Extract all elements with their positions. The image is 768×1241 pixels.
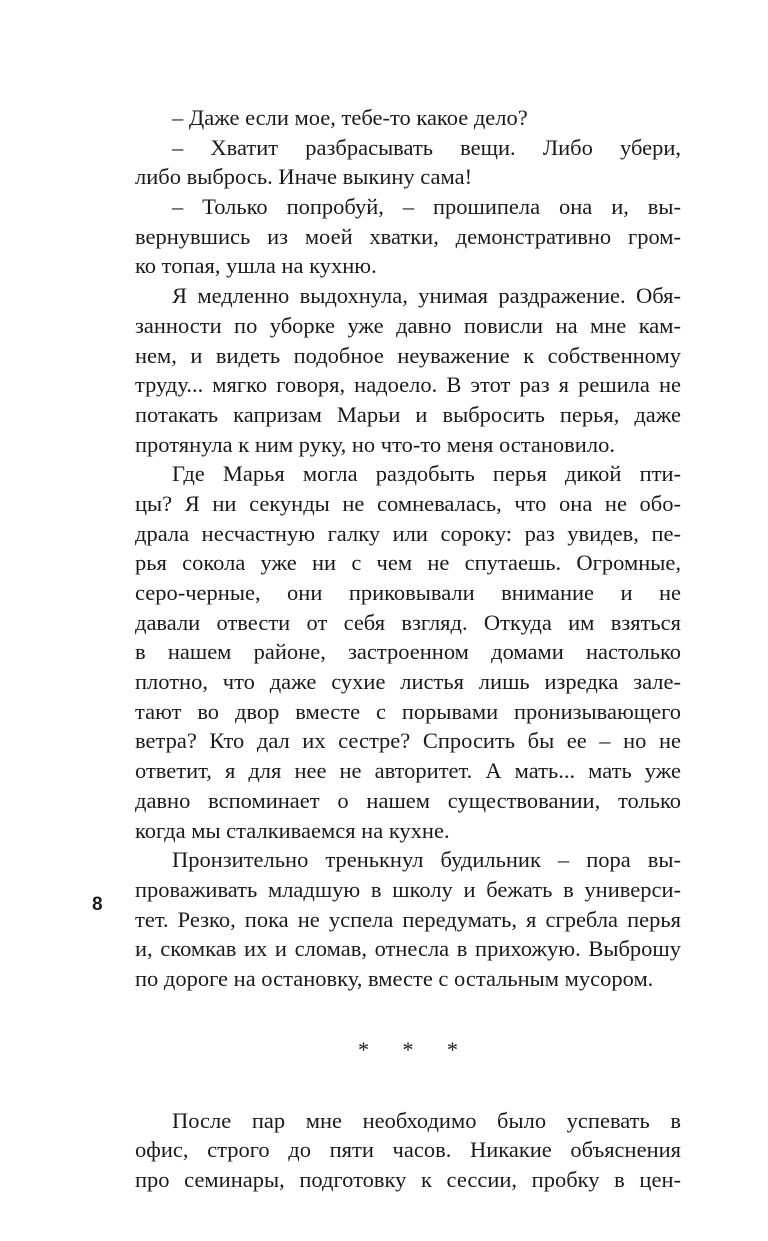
text-line: – Хватит разбрасывать вещи. Либо убери, [172,134,681,160]
section-separator: * * * [358,1036,472,1062]
text-line: цы? Я ни секунды не сомневалась, что она не обо- [135,490,681,516]
text-line: ответит, я для нее не авторитет. А мать... мать уже [135,758,681,784]
text-line: Я медленно выдохнула, унимая раздражение. Обя- [172,283,681,309]
text-line: про семинары, подготовку к сессии, пробку в цен- [135,1167,681,1192]
text-line: Пронзительно тренькнул будильник – пора вы- [172,847,681,873]
text-line: – Только попробуй, – прошипела она и, вы- [172,194,681,220]
text-line: драла несчастную галку или сороку: раз увидев, пе- [135,520,681,546]
text-line: давно вспоминает о нашем существовании, только [135,787,681,813]
page-body [135,103,681,1195]
text-line: давали отвести от себя взгляд. Откуда им взяться [135,609,681,635]
text-section-2 [135,1106,681,1195]
text-line: ко топая, ушла на кухню. [135,253,377,279]
text-line: тет. Резко, пока не успела передумать, я сгребла перья [135,906,681,932]
text-line: плотно, что даже сухие листья лишь изредка зале- [135,669,681,695]
text-line: офис, строго до пяти часов. Никакие объяснения [135,1137,681,1163]
text-line: – Даже если мое, тебе-то какое дело? [172,105,528,130]
page-number: 8 [92,894,103,915]
text-line: протянула к ним руку, но что-то меня остановило. [135,431,615,457]
text-line: рья сокола уже ни с чем не спутаешь. Огромные, [135,550,681,576]
text-line: После пар мне необходимо было успевать в [172,1107,681,1133]
text-section-1 [135,103,681,994]
text-line: серо-черные, они приковывали внимание и не [135,580,681,605]
text-line: нем, и видеть подобное неуважение к собственному [135,342,681,368]
text-line: по дороге на остановку, вместе с остальным мусором. [135,965,654,991]
text-line: вернувшись из моей хватки, демонстративно гром- [135,223,681,249]
text-line: тают во двор вместе с порывами пронизывающего [135,698,681,724]
text-line: в нашем районе, застроенном домами настолько [135,639,681,665]
text-line: труду... мягко говоря, надоело. В этот раз я решила не [135,372,681,398]
text-line: Где Марья могла раздобыть перья дикой пти- [172,461,681,487]
text-line: ветра? Кто дал их сестре? Спросить бы ее – но не [135,728,681,754]
text-line: занности по уборке уже давно повисли на мне кам- [135,312,681,338]
text-line: либо выбрось. Иначе выкину сама! [135,164,473,190]
text-line: и, скомкав их и сломав, отнесла в прихожую. Выброшу [135,936,681,962]
text-line: когда мы сталкиваемся на кухне. [135,817,450,843]
text-line: проваживать младшую в школу и бежать в универси- [135,876,681,902]
text-line: потакать капризам Марьи и выбросить перья, даже [135,401,681,427]
